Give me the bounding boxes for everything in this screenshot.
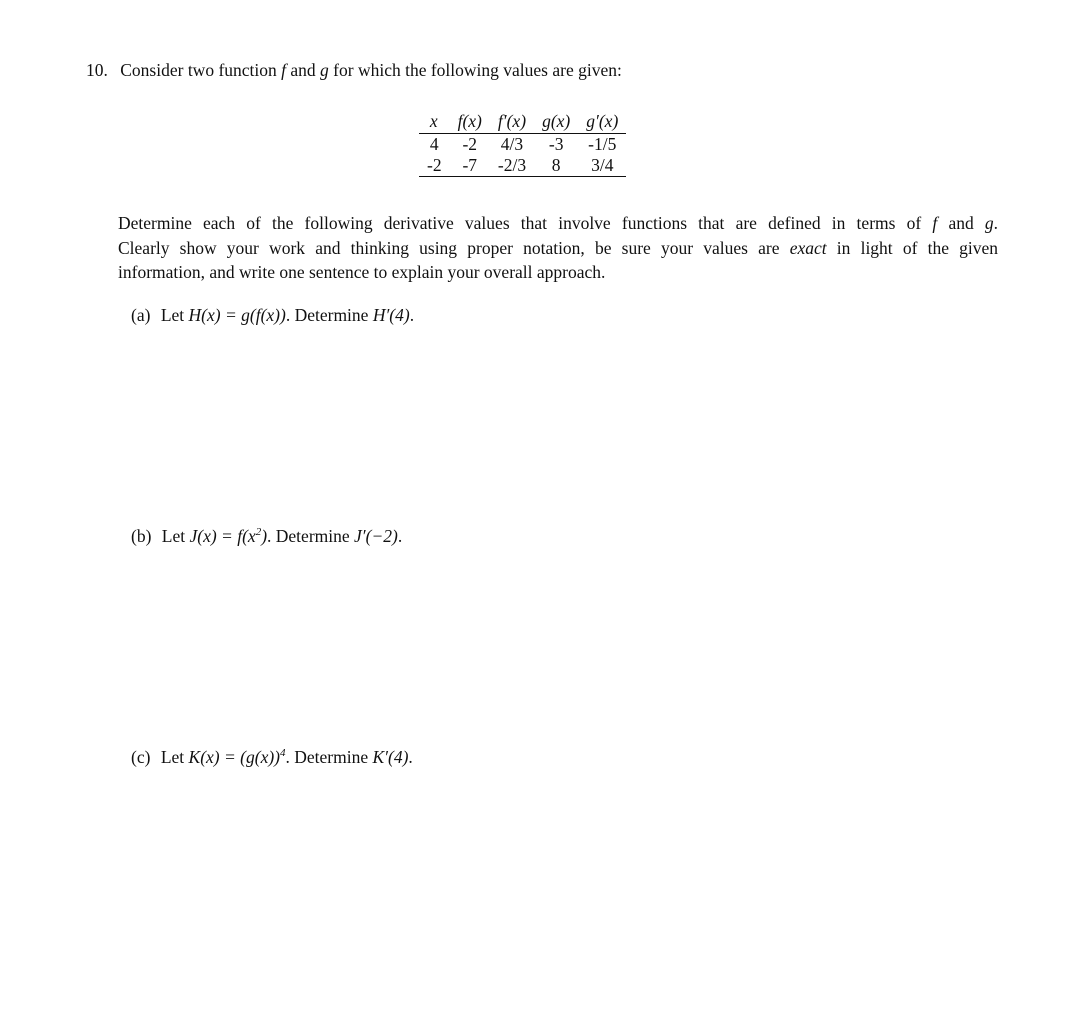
part-target: J′(−2) — [354, 526, 398, 546]
instructions-line1-end: . — [993, 213, 999, 233]
function-g-symbol: g — [320, 60, 329, 80]
part-end: . — [408, 747, 413, 767]
instructions-line — [118, 260, 998, 285]
instructions-line1-and: and — [948, 213, 974, 233]
function-f-symbol: f — [932, 213, 938, 233]
part-c — [131, 747, 413, 768]
problem-intro: Consider two function — [120, 60, 277, 80]
table-header-cell: x — [419, 111, 450, 134]
problem-number: 10. — [86, 60, 108, 80]
part-label: (a) — [131, 305, 151, 325]
part-definition-post: ) — [261, 526, 268, 546]
function-f-symbol: f — [281, 60, 287, 80]
table-cell: -3 — [548, 134, 564, 154]
table-cell: 4 — [429, 134, 439, 154]
problem-intro-and: and — [290, 60, 316, 80]
instructions-line3-text: information, and write one sentence to explain your overall approach. — [118, 262, 606, 282]
part-a — [131, 305, 414, 326]
part-determine: . Determine — [285, 305, 369, 325]
function-g-symbol: g — [984, 213, 994, 233]
instructions-line2-end: in light of the given — [836, 237, 999, 258]
part-end: . — [409, 305, 415, 325]
part-definition-pre: K(x) = (g(x)) — [188, 747, 280, 767]
problem-intro-rest: for which the following values are given: — [333, 60, 622, 80]
table-cell: 8 — [534, 155, 578, 177]
table-cell: -2 — [462, 134, 478, 154]
table-cell: 4/3 — [500, 134, 524, 154]
emphasis-exact: exact — [789, 237, 827, 258]
table-cell: 3/4 — [578, 155, 626, 177]
part-determine: . Determine — [285, 747, 369, 767]
part-end: . — [397, 526, 403, 546]
part-definition-exponent: 4 — [280, 747, 286, 759]
table-header-cell: f(x) — [450, 111, 490, 134]
table-header-cell: g(x) — [534, 111, 578, 134]
part-definition-pre: J(x) = f(x — [189, 526, 256, 546]
part-target: H′(4) — [372, 305, 410, 325]
table-cell: -1/5 — [588, 134, 617, 154]
instructions-line — [118, 236, 998, 261]
instructions-line1-text: Determine each of the following derivative values that involve functions that are defined in terms of — [118, 213, 922, 233]
table-cell: -2/3 — [490, 155, 534, 177]
table-cell: -7 — [450, 155, 490, 177]
instructions-line — [118, 211, 998, 236]
instructions-paragraph — [118, 211, 998, 285]
table-header-row — [419, 111, 626, 134]
instructions-line2-text: Clearly show your work and thinking using proper notation, be sure your values are — [118, 237, 780, 258]
part-determine: . Determine — [267, 526, 350, 546]
part-definition-exponent: 2 — [255, 526, 262, 538]
part-let: Let — [160, 747, 185, 767]
function-values-table — [419, 111, 626, 177]
part-definition — [189, 747, 286, 767]
part-b — [131, 526, 402, 547]
table-header-cell: g′(x) — [578, 111, 626, 134]
table-row — [419, 134, 626, 156]
part-definition — [189, 526, 267, 546]
part-label: (b) — [131, 526, 152, 546]
part-target: K′(4) — [372, 747, 409, 767]
part-let: Let — [160, 305, 185, 325]
part-label: (c) — [131, 747, 151, 767]
table-header-cell: f′(x) — [490, 111, 534, 134]
table-cell: -2 — [419, 155, 450, 177]
problem-statement — [86, 60, 622, 81]
table-row — [419, 155, 626, 177]
part-definition: H(x) = g(f(x)) — [188, 305, 286, 325]
part-let: Let — [161, 526, 186, 546]
